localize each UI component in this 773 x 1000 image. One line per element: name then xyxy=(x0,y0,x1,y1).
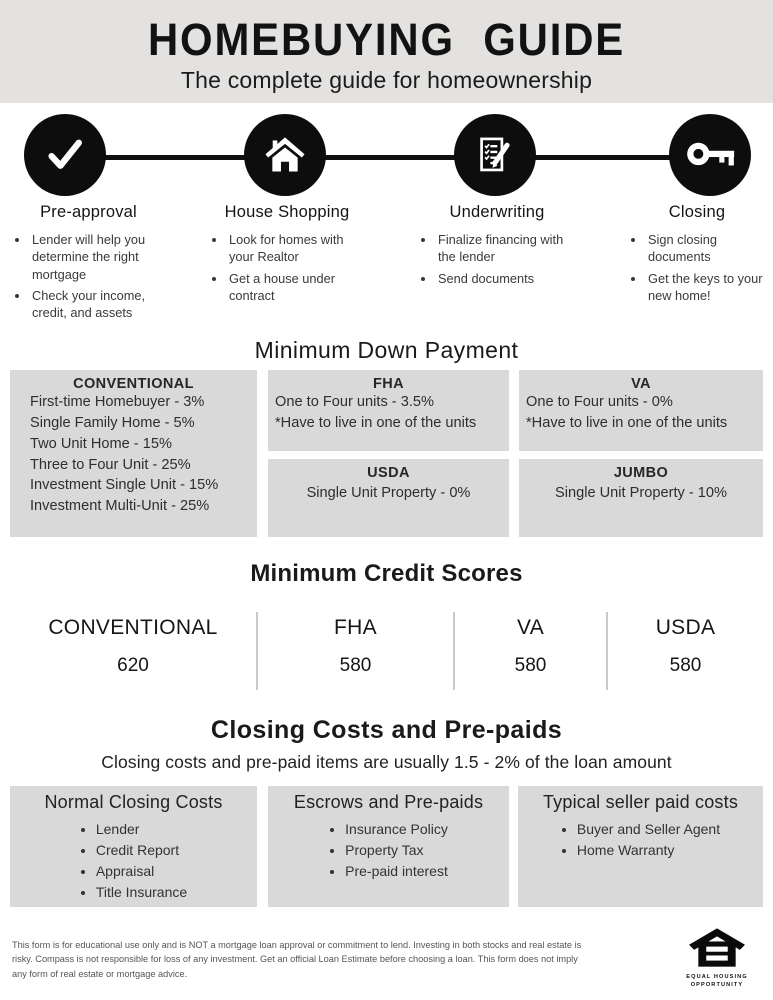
check-icon xyxy=(42,132,88,178)
box-bullet: • Insurance Policy xyxy=(345,819,448,840)
fha-box xyxy=(268,370,509,451)
step-closing xyxy=(622,203,772,308)
box-bullet: • Credit Report xyxy=(96,840,187,861)
equal-housing-logo xyxy=(686,928,748,989)
box-header: CONVENTIONAL xyxy=(73,376,194,392)
process-timeline xyxy=(0,103,773,333)
step-circle-preapproval xyxy=(24,114,106,196)
page-title: HOMEBUYING GUIDE xyxy=(147,14,626,65)
closing-costs-subtitle: Closing costs and pre-paid items are usually 1.5 - 2% of the loan amount xyxy=(101,752,672,772)
box-line: *Have to live in one of the units xyxy=(275,415,477,432)
box-line: One to Four units - 0% xyxy=(526,394,673,410)
box-bullet: • Property Tax xyxy=(345,840,448,861)
closing-costs-title: Closing Costs and Pre-paids xyxy=(210,716,563,744)
step-bullet: • Lender will help you determine the right mortgage xyxy=(30,231,171,283)
box-header: FHA xyxy=(372,376,404,392)
key-icon xyxy=(685,139,735,171)
box-title: Normal Closing Costs xyxy=(44,792,223,812)
credit-score-column-va xyxy=(455,612,608,690)
box-title: Escrows and Pre-paids xyxy=(293,792,484,812)
va-box xyxy=(519,370,763,451)
down-payment-section xyxy=(0,337,773,547)
box-bullet: • Pre-paid interest xyxy=(345,861,448,882)
equal-housing-label xyxy=(686,974,748,989)
credit-scores-table xyxy=(10,612,763,690)
credit-score-label: FHA xyxy=(334,616,377,639)
box-line: Investment Single Unit - 15% xyxy=(30,477,219,494)
step-bullet: • Finalize financing with the lender xyxy=(436,231,582,266)
box-bullet: • Title Insurance xyxy=(96,882,187,903)
box-line: Single Unit Property - 10% xyxy=(555,485,727,501)
equal-housing-label-line2: OPPORTUNITY xyxy=(690,981,744,988)
box-header: JUMBO xyxy=(613,465,669,481)
document-pen-icon xyxy=(472,132,518,178)
house-icon xyxy=(262,132,308,178)
step-circle-house-shopping xyxy=(244,114,326,196)
step-bullet: • Get the keys to your new home! xyxy=(646,270,772,305)
box-line: Three to Four Unit - 25% xyxy=(30,456,191,473)
step-preapproval xyxy=(6,203,171,325)
credit-scores-title: Minimum Credit Scores xyxy=(250,560,523,587)
credit-score-label: CONVENTIONAL xyxy=(48,616,218,639)
credit-score-column-usda xyxy=(608,612,763,690)
box-bullet: • Appraisal xyxy=(96,861,187,882)
seller-paid-costs-box xyxy=(518,786,763,907)
box-line: Two Unit Home - 15% xyxy=(30,435,172,452)
box-line: Investment Multi-Unit - 25% xyxy=(30,498,210,515)
step-underwriting xyxy=(412,203,582,291)
escrows-prepaids-box xyxy=(268,786,509,907)
box-bullets xyxy=(329,819,448,882)
step-circle-closing xyxy=(669,114,751,196)
header-banner xyxy=(0,0,773,103)
credit-score-column-conventional xyxy=(10,612,258,690)
step-bullet: • Get a house under contract xyxy=(227,270,371,305)
step-house-shopping xyxy=(203,203,371,308)
step-bullet: • Sign closing documents xyxy=(646,231,772,266)
equal-housing-house-icon xyxy=(689,955,745,972)
step-bullet: • Send documents xyxy=(436,270,582,287)
box-bullets xyxy=(80,819,187,903)
box-line: *Have to live in one of the units xyxy=(526,415,728,432)
box-line: Single Unit Property - 0% xyxy=(306,485,471,501)
step-title: Underwriting xyxy=(449,203,545,221)
step-bullet: • Check your income, credit, and assets xyxy=(30,287,171,322)
credit-score-value: 580 xyxy=(339,655,372,676)
credit-score-value: 620 xyxy=(117,655,149,676)
credit-score-label: VA xyxy=(516,616,545,639)
credit-score-label: USDA xyxy=(655,616,716,639)
disclaimer-text: This form is for educational use only and is NOT a mortgage loan approval or commitment to lend. Investing in both stocks and real estate is risky. Compass is not responsible for loss of any investment. Get an official Loan Estimate before choosing a loan. This form does not imply any form of real estate or mortgage advice. xyxy=(12,940,582,979)
credit-score-column-fha xyxy=(258,612,455,690)
step-circle-underwriting xyxy=(454,114,536,196)
equal-housing-label-line1: EQUAL HOUSING xyxy=(686,974,748,980)
usda-box xyxy=(268,459,509,537)
step-bullets xyxy=(412,231,582,287)
box-bullet: • Lender xyxy=(96,819,187,840)
box-line: First-time Homebuyer - 3% xyxy=(30,394,205,410)
step-title: Pre-approval xyxy=(40,203,137,221)
box-bullet: • Home Warranty xyxy=(577,840,720,861)
step-title: House Shopping xyxy=(224,203,350,221)
timeline-connector xyxy=(65,155,710,160)
step-bullets xyxy=(6,231,171,321)
credit-score-value: 580 xyxy=(669,655,702,676)
box-line: One to Four units - 3.5% xyxy=(275,394,434,410)
step-title: Closing xyxy=(668,203,726,221)
box-bullets xyxy=(561,819,720,861)
step-bullets xyxy=(203,231,371,304)
box-line: Single Family Home - 5% xyxy=(30,414,195,431)
closing-costs-section xyxy=(0,716,773,916)
credit-score-value: 580 xyxy=(514,655,547,676)
box-header: USDA xyxy=(367,465,410,481)
down-payment-title: Minimum Down Payment xyxy=(254,337,519,363)
page-subtitle: The complete guide for homeownership xyxy=(180,67,593,93)
box-bullet: • Buyer and Seller Agent xyxy=(577,819,720,840)
jumbo-box xyxy=(519,459,763,537)
credit-scores-section xyxy=(0,560,773,710)
step-bullets xyxy=(622,231,772,304)
step-bullet: • Look for homes with your Realtor xyxy=(227,231,371,266)
conventional-box xyxy=(10,370,257,537)
normal-closing-costs-box xyxy=(10,786,257,907)
box-title: Typical seller paid costs xyxy=(542,792,739,812)
box-header: VA xyxy=(631,376,651,392)
